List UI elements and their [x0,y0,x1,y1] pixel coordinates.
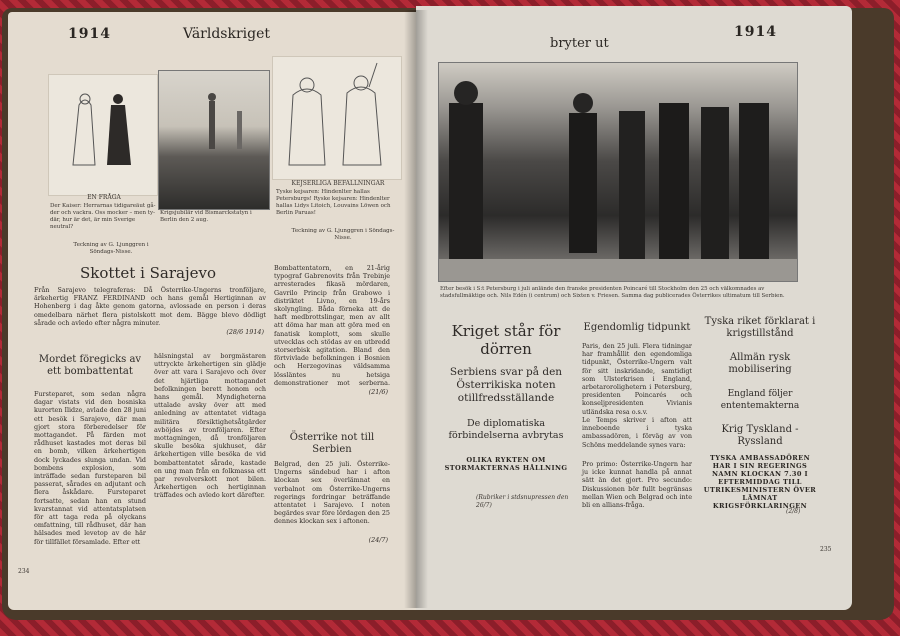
cartoon-en-fraga [48,74,158,196]
column3-text: Bombattentatorn, en 21-årig typograf Gabrenovits från Trebinje arresterades fikasä mördaren, Gavrilo Princip från Grabowo i distriktet Livno, en 19-års skolyngling. Båda förneka att de haft medbrottslingar, men av allt att döma har man att göra med en fanatisk komplott, som skulle utvecklas och stödas av en utbredd storserbisk agitation. Bland den förtvivlade befolkningen i Bosnien och Herzegovinas väldsamma lössläntes nu hetsiga demonstrationer mot serberna. [274,264,390,387]
article1-headline: Skottet i Sarajevo [79,264,217,282]
olika-rykten-caps: OLIKA RYKTEN OM STORMAKTERNAS HÅLLNING [444,456,568,472]
dignitaries-silhouettes [439,63,797,281]
england-headline: England följer ententemakterna [720,389,800,411]
right-page-number: 235 [820,546,832,553]
cartoon-kejserliga [272,56,402,180]
kriget-headline: Kriget står för dörren [451,322,561,358]
serbiens-svar-subhead: Serbiens svar på den Österrikiska noten otillfredsställande [449,366,563,404]
cartoon1-credit: Teckning av G. Ljunggren i Söndags-Nisse. [73,242,149,255]
article1-date: (28/6 1914) [226,328,264,336]
crowd-photo-caption: Krigsjubilär vid Bismarckstatyn i Berlin den 2 aug. [160,210,252,223]
krig-headline: Krig Tyskland - Ryssland [721,424,799,447]
rubriker-note: (Rubriker i stdsnupressen den 26/7) [476,494,569,509]
rysk-mobilisering-headline: Allmän rysk mobilisering [728,352,792,375]
cartoon-figures-drawing [49,75,157,195]
left-page-number: 234 [18,568,30,575]
article2-headline: Österrike not till Serbien [289,432,375,455]
diplomatiska-subhead: De diplomatiska förbindelserna avbrytas [448,418,564,441]
col2-text1: Paris, den 25 juli. Flera tidningar har framhållit den egendomliga tidpunkt, Österrike-Ungern valt för sitt inskridande, samtidigt som Ulsterkrisen i England, arbetarorolighetern i Petersburg, presidenten Poincarés och konseljpresidenten Vivianis utländska resa o.s.v. [582,342,692,416]
column1-text: Fursteparet, som sedan några dagar vistats vid den bosniska kurorten Ilidze, avlade den 28 juni ett besök i Sarajevo, där man gjort stora förberedelser för mottagandet. På färden mot rådhuset kastades mot deras bil en bomb, vilken ärkehertigen dock lyckades slunga undan. Vid bombens explosion, som inträffade sedan fursteparen bil passerat, sårades en adjutant och flera åskådare. Fursteparet fortsatte, sedan han en stund kvarstannat vid attentatsplatsen för att taga reda på olyckans omfattning, till rådhuset, där han hälsades med levetop av de här för tillfället församlade. Efter ett [34,390,146,546]
emperors-drawing [273,57,401,179]
right-year: 1914 [734,24,777,40]
col3-date: (2/8) [786,508,801,515]
bismarck-crowd-photo [158,70,270,210]
cartoon1-text: Der Kaiser: Herrarnas tidigareäut gå-der och vackra. Oss mocker – men ty-där, hur är det, är min Sverige neutral? [50,203,156,230]
tyska-riket-headline: Tyska riket förklarat i krigstillstånd [704,316,816,339]
statue-silhouette [159,71,269,209]
article2-date: (24/7) [368,536,388,544]
right-running-head: bryter ut [550,36,609,51]
subhead-bombattentat: Mordet föregicks av ett bombattentat [38,354,142,377]
cartoon1-title: EN FRÅGA [87,194,121,201]
left-running-head: Världskriget [183,26,271,42]
right-page [416,6,852,610]
col2-text3: Pro primo: Österrike-Ungern har ju icke kunnat handla på annat sätt än det gjort. Pro secundo: Diskussionen bör fullt begränsas mellan Wien och Belgrad och inte bli en allians-fråga. [582,460,692,510]
article1-lead: Från Sarajevo telegraferas: Då Österrike-Ungerns tronföljare, ärkehertig FRANZ FERDINAND och hans gemål Hertiginnan av Hohenberg i dag åkte genom gatorna, avlossade en person i deras omedelbara närhet flera pistolskott mot dem. Bägge blevo dödligt sårade och avledo efter några minuter. [34,286,266,327]
cartoon2-text: Tyske kejsaren: Hindenlter hallas Petersburgs! Ryske kejsaren: Hindenlter hallas Lidys Litoich, Louvains Löwen och Berlin Paruas! [276,189,391,216]
left-year: 1914 [68,26,111,42]
article2-text: Belgrad, den 25 juli. Österrike-Ungerns sändebud har i afton klockan sex överlämnat en verbalnot om Österrike-Ungerns regerings fordringar beträffande attentatet i Sarajevo. I noten begärdes svar före lördagen den 25 dennes klockan sex i aftonen. [274,460,390,526]
book-gutter [404,10,428,608]
col2-text2: Le Temps skriver i afton att inneboende i tyska ambassadören, i förväg av von Schöns meddelande synes vara: [582,416,692,449]
egendomlig-headline: Egendomlig tidpunkt [583,322,691,333]
column2-text: hälsningstal av borgmästaren uttryckte ärkehertigen sin glädje över att vara i Sarajevo och över det hjärtliga mottagandet befolkningen berett honom och hans gemål. Myndigheterna uttalade avsky över att med anledning av attentatet vidtaga militära försiktighetsåtgärder avböjdes av tronföljaren. Efter mottagningen, då tronföljaren skulle besöka sjukhuset, där ärkehertigen ville besöka de vid bombattentatet sårade, kastade en ung man från en folkmassa ett par revolverskott mot bilen. Ärkehertigen och hertiginnan träffades och avledo kort därefter. [154,352,266,500]
left-page [8,12,420,610]
poincare-visit-photo [438,62,798,282]
cartoon2-credit: Teckning av G. Ljunggren i Söndags-Nisse. [291,228,395,241]
column3-date: (21/6) [368,388,388,396]
cartoon2-title: KEJSERLIGA BEFALLNINGAR [291,180,385,187]
poincare-photo-caption: Efter besök i S:t Petersburg i juli anlände den franske presidenten Poincaré till Stockholm den 25 och välkomnades av stadsfullmäktige och. Nils Edén (i centrum) och Sixten v. Friesen. Samma dag publicerades Österrikes ultimatum till Serbien. [440,286,785,299]
tyska-ambassadoren-caps: TYSKA AMBASSADÖREN HAR I SIN REGERINGS NAMN KLOCKAN 7.30 I EFTERMIDDAG TILL UTRIKESMINISTERN ÖVER LÄMNAT KRIGSFÖRKLARINGEN [703,454,817,510]
